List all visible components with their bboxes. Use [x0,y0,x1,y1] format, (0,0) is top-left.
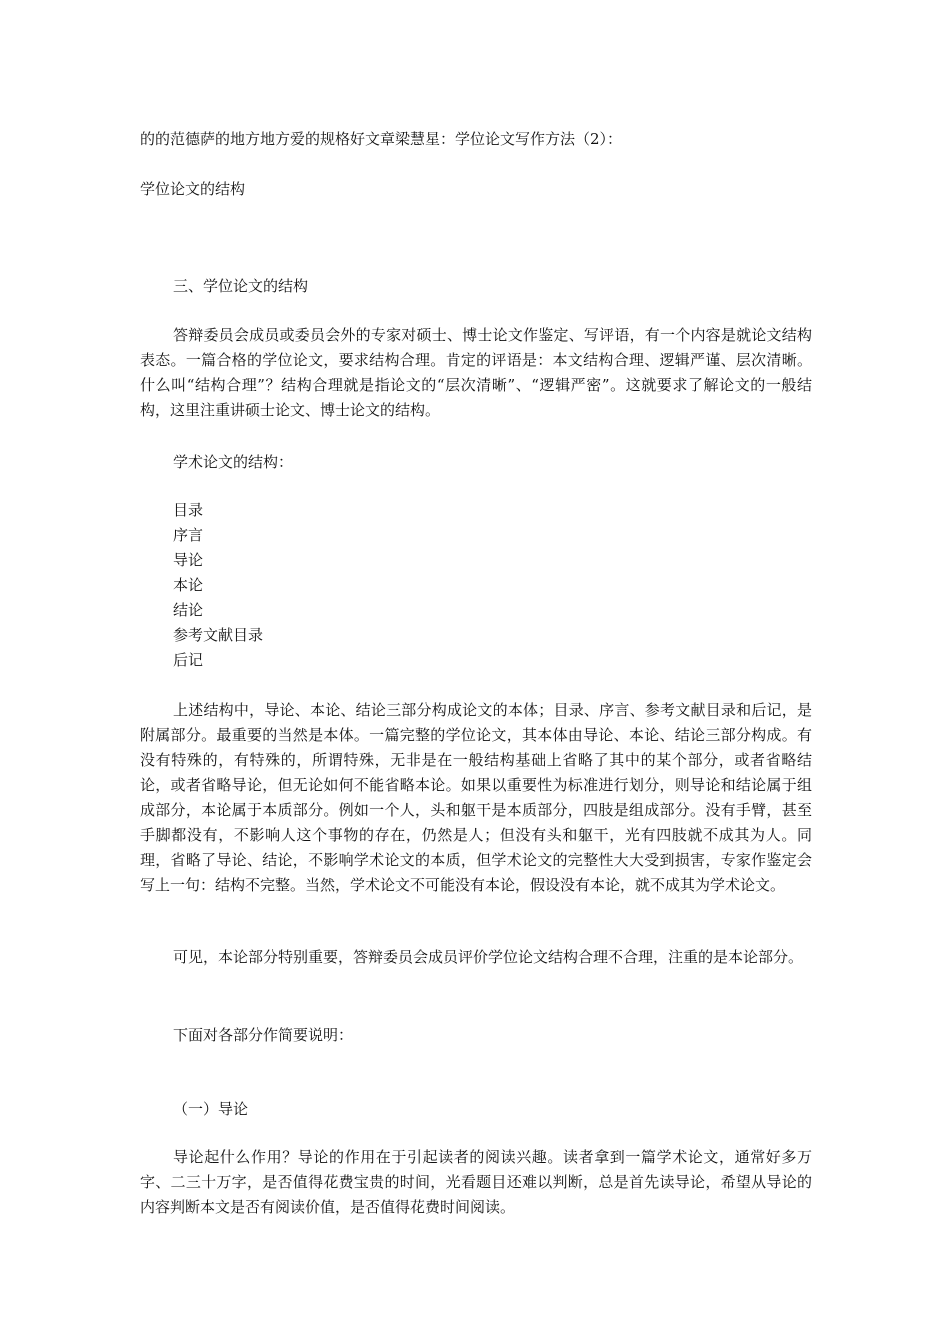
subsection-heading: （一）导论 [173,1100,249,1118]
structure-list [173,498,263,673]
section-heading: 三、学位论文的结构 [173,277,309,295]
structure-label: 学术论文的结构： [173,453,294,471]
list-item: 本论 [173,576,204,594]
document-title: 学位论文的结构 [140,180,246,198]
list-item: 导论 [173,551,204,569]
header-line: 的的范德萨的地方地方爱的规格好文章梁慧星：学位论文写作方法（2）： [140,130,623,148]
paragraph: 导论起什么作用？导论的作用在于引起读者的阅读兴趣。读者拿到一篇学术论文，通常好多万字、二三十万字，是否值得花费宝贵的时间，光看题目还难以判断，总是首先读导论，希望从导论的内容判断本文是否有阅读价值，是否值得花费时间阅读。 [140,1148,812,1216]
list-item: 参考文献目录 [173,626,264,644]
list-item: 后记 [173,651,204,669]
paragraph: 答辩委员会成员或委员会外的专家对硕士、博士论文作鉴定、写评语，有一个内容是就论文结构表态。一篇合格的学位论文，要求结构合理。肯定的评语是：本文结构合理、逻辑严谨、层次清晰。什么叫“结构合理”？结构合理就是指论文的“层次清晰”、“逻辑严密”。这就要求了解论文的一般结构，这里注重讲硕士论文、博士论文的结构。 [140,326,812,419]
list-item: 序言 [173,526,204,544]
paragraph: 上述结构中，导论、本论、结论三部分构成论文的本体；目录、序言、参考文献目录和后记，是附属部分。最重要的当然是本体。一篇完整的学位论文，其本体由导论、本论、结论三部分构成。有没有特殊的，有特殊的，所谓特殊，无非是在一般结构基础上省略了其中的某个部分，或者省略结论，或者省略导论，但无论如何不能省略本论。如果以重要性为标准进行划分，则导论和结论属于组成部分，本论属于本质部分。例如一个人，头和躯干是本质部分，四肢是组成部分。没有手臂，甚至手脚都没有，不影响人这个事物的存在，仍然是人；但没有头和躯干，光有四肢就不成其为人。同理，省略了导论、结论，不影响学术论文的本质，但学术论文的完整性大大受到损害，专家作鉴定会写上一句：结构不完整。当然，学术论文不可能没有本论，假设没有本论，就不成其为学术论文。 [140,701,812,894]
paragraph: 可见，本论部分特别重要，答辩委员会成员评价学位论文结构合理不合理，注重的是本论部分。 [173,948,804,966]
paragraph: 下面对各部分作简要说明： [173,1026,354,1044]
list-item: 目录 [173,501,204,519]
list-item: 结论 [173,601,204,619]
